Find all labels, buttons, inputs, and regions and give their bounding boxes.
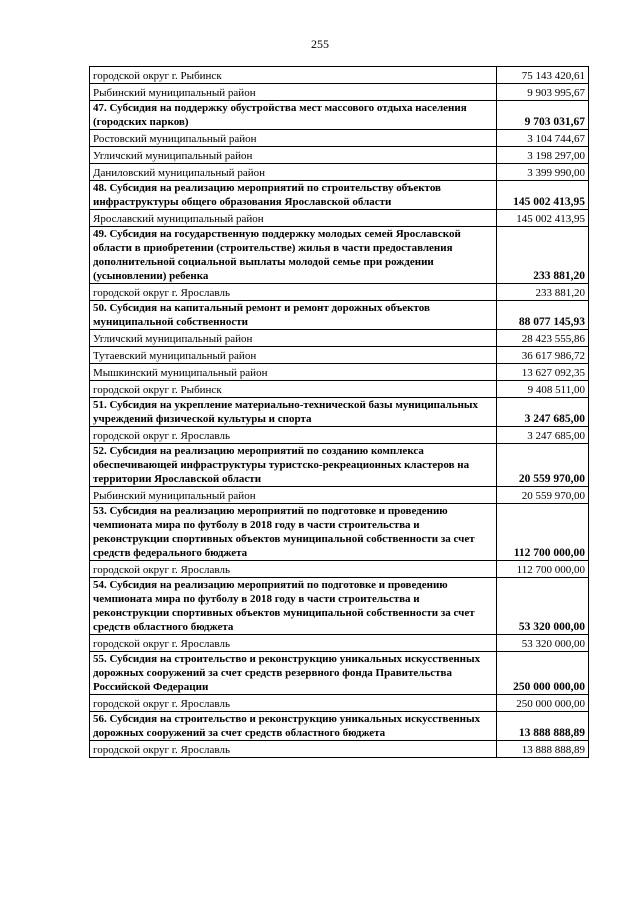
subsidy-amount: 145 002 413,95 [497,181,589,210]
district-row [90,695,589,712]
subsidy-row [90,712,589,741]
subsidy-row [90,578,589,635]
district-name: Рыбинский муниципальный район [90,487,497,504]
district-name: Ростовский муниципальный район [90,130,497,147]
subsidy-amount: 9 703 031,67 [497,101,589,130]
district-name: городской округ г. Ярославль [90,561,497,578]
subsidy-allocation-table [89,66,589,758]
district-name: городской округ г. Ярославль [90,695,497,712]
subsidy-amount: 88 077 145,93 [497,301,589,330]
district-name: Тутаевский муниципальный район [90,347,497,364]
subsidy-amount: 53 320 000,00 [497,578,589,635]
district-amount: 53 320 000,00 [497,635,589,652]
subsidy-title: 54. Субсидия на реализацию мероприятий по подготовке и проведению чемпионата мира по футболу в 2018 году в части строительства и реконструкции спортивных объектов муниципальной собственности за счет средств областного бюджета [90,578,497,635]
subsidy-title: 53. Субсидия на реализацию мероприятий по подготовке и проведению чемпионата мира по футболу в 2018 году в части строительства и реконструкции спортивных объектов муниципальной собственности за счет средств федерального бюджета [90,504,497,561]
subsidy-amount: 20 559 970,00 [497,444,589,487]
district-row [90,427,589,444]
district-amount: 233 881,20 [497,284,589,301]
district-row [90,210,589,227]
district-name: городской округ г. Ярославль [90,741,497,758]
district-row [90,741,589,758]
subsidy-row [90,227,589,284]
district-name: городской округ г. Ярославль [90,284,497,301]
district-name: городской округ г. Рыбинск [90,67,497,84]
district-row [90,561,589,578]
district-row [90,381,589,398]
district-amount: 9 903 995,67 [497,84,589,101]
district-name: городской округ г. Ярославль [90,635,497,652]
district-row [90,130,589,147]
district-amount: 20 559 970,00 [497,487,589,504]
subsidy-amount: 13 888 888,89 [497,712,589,741]
subsidy-title: 55. Субсидия на строительство и реконструкцию уникальных искусственных дорожных сооружений за счет средств резервного фонда Правительства Российской Федерации [90,652,497,695]
district-name: Рыбинский муниципальный район [90,84,497,101]
district-amount: 28 423 555,86 [497,330,589,347]
district-name: Угличский муниципальный район [90,147,497,164]
district-row [90,147,589,164]
subsidy-row [90,444,589,487]
district-name: городской округ г. Рыбинск [90,381,497,398]
district-amount: 3 104 744,67 [497,130,589,147]
district-amount: 3 399 990,00 [497,164,589,181]
district-row [90,84,589,101]
district-amount: 3 198 297,00 [497,147,589,164]
subsidy-title: 51. Субсидия на укрепление материально-технической базы муниципальных учреждений физической культуры и спорта [90,398,497,427]
district-name: Мышкинский муниципальный район [90,364,497,381]
subsidy-title: 48. Субсидия на реализацию мероприятий по строительству объектов инфраструктуры общего образования Ярославской области [90,181,497,210]
district-amount: 36 617 986,72 [497,347,589,364]
district-amount: 250 000 000,00 [497,695,589,712]
subsidy-row [90,652,589,695]
subsidy-title: 56. Субсидия на строительство и реконструкцию уникальных искусственных дорожных сооружений за счет средств областного бюджета [90,712,497,741]
table-body [90,67,589,758]
district-name: Даниловский муниципальный район [90,164,497,181]
district-row [90,284,589,301]
subsidy-amount: 233 881,20 [497,227,589,284]
district-row [90,487,589,504]
district-row [90,330,589,347]
district-amount: 145 002 413,95 [497,210,589,227]
district-amount: 9 408 511,00 [497,381,589,398]
subsidy-amount: 112 700 000,00 [497,504,589,561]
subsidy-title: 52. Субсидия на реализацию мероприятий по созданию комплекса обеспечивающей инфраструктуры туристско-рекреационных кластеров на территории Ярославской области [90,444,497,487]
subsidy-title: 50. Субсидия на капитальный ремонт и ремонт дорожных объектов муниципальной собственности [90,301,497,330]
subsidy-row [90,301,589,330]
district-amount: 112 700 000,00 [497,561,589,578]
district-amount: 3 247 685,00 [497,427,589,444]
district-name: городской округ г. Ярославль [90,427,497,444]
district-name: Угличский муниципальный район [90,330,497,347]
subsidy-amount: 250 000 000,00 [497,652,589,695]
district-amount: 13 888 888,89 [497,741,589,758]
subsidy-row [90,101,589,130]
district-row [90,635,589,652]
subsidy-row [90,398,589,427]
district-amount: 13 627 092,35 [497,364,589,381]
subsidy-row [90,181,589,210]
district-row [90,364,589,381]
subsidy-amount: 3 247 685,00 [497,398,589,427]
district-row [90,164,589,181]
page-number: 255 [311,37,329,51]
district-row [90,347,589,364]
subsidy-title: 47. Субсидия на поддержку обустройства мест массового отдыха населения (городских парков) [90,101,497,130]
district-row [90,67,589,84]
subsidy-title: 49. Субсидия на государственную поддержку молодых семей Ярославской области в приобретении (строительстве) жилья в части предоставления дополнительной социальной выплаты молодой семье при рождении (усыновлении) ребенка [90,227,497,284]
subsidy-row [90,504,589,561]
district-name: Ярославский муниципальный район [90,210,497,227]
district-amount: 75 143 420,61 [497,67,589,84]
